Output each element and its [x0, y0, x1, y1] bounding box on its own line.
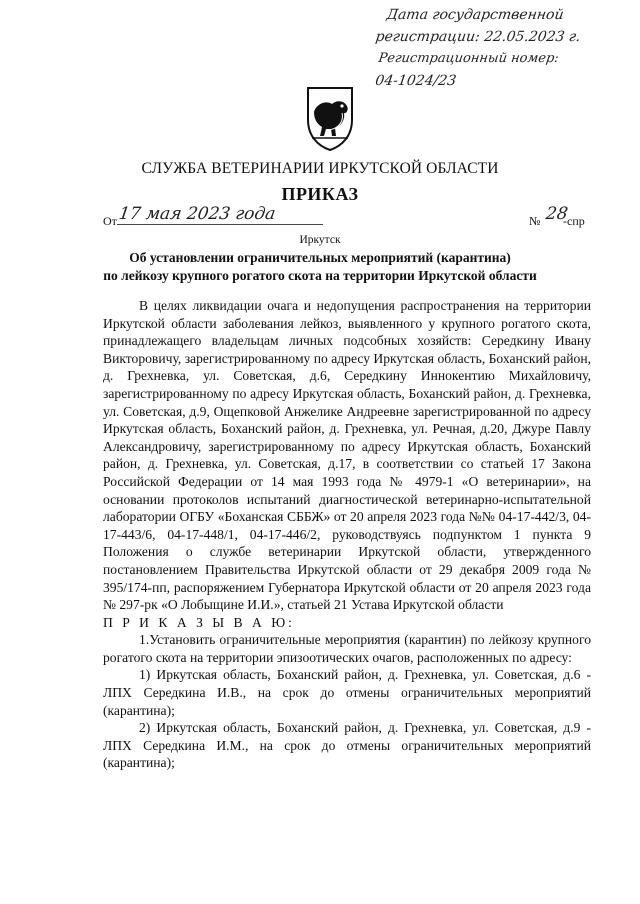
order-subject — [0, 249, 640, 285]
subject-line-1: Об установлении ограничительных мероприятий (карантина) — [129, 250, 511, 265]
service-name: СЛУЖБА ВЕТЕРИНАРИИ ИРКУТСКОЙ ОБЛАСТИ — [141, 160, 499, 177]
registration-handwritten-note — [366, 4, 640, 92]
date-number-line — [103, 204, 593, 230]
coat-of-arms-icon — [302, 86, 358, 152]
date-prefix: От — [103, 214, 117, 228]
order-number-handwritten: 28 — [544, 204, 570, 224]
registration-date-value: регистрации: 22.05.2023 г. — [374, 29, 582, 45]
order-subitem-1: 1) Иркутская область, Боханский район, д. Грехневка, ул. Советская, д.6 - ЛПХ Середкина И.В., на срок до отмены ограничительных мероприятий (карантина); — [103, 667, 591, 718]
order-subitem-2: 2) Иркутская область, Боханский район, д. Грехневка, ул. Советская, д.9 - ЛПХ Середкина И.М., на срок до отмены ограничительных мероприятий (карантина); — [103, 720, 591, 771]
date-underline — [117, 224, 323, 225]
order-item-1: 1.Установить ограничительные мероприятия (карантин) по лейкозу крупного рогатого скота на территории эпизоотических очагов, расположенных по адресу: — [103, 632, 591, 665]
document-title: ПРИКАЗ — [281, 184, 359, 204]
registration-number-value: 04-1024/23 — [374, 73, 458, 89]
order-body — [103, 297, 591, 772]
subject-line-2: по лейкозу крупного рогатого скота на территории Иркутской области — [103, 268, 537, 283]
registration-number-label: Регистрационный номер: — [377, 51, 560, 66]
order-date-handwritten: 17 мая 2023 года — [117, 204, 277, 224]
number-prefix: № — [529, 214, 541, 228]
city: Иркутск — [299, 234, 341, 246]
order-word: П Р И К А З Ы В А Ю: — [103, 614, 295, 630]
registration-date-label: Дата государственной — [385, 7, 565, 23]
preamble-paragraph: В целях ликвидации очага и недопущения распространения на территории Иркутской области заболевания лейкоз, выявленного у крупного рогатого скота, принадлежащего владельцам личных подсобных хозяйств: Середкину Ивану Викторовичу, зарегистрированному по адресу Иркутская область, Боханский район, д. Грехневка, ул. Советская, д.6, Середкину Иннокентию Михайловичу, зарегистрированному по адресу Иркутская область, Боханский район, д. Грехневка, ул. Советская, д.9, Ощепковой Анжелике Андреевне зарегистрированной по адресу Иркутская область, Боханский район, д. Грехневка, ул. Речная, д.20, Джуре Павлу Александровичу, зарегистрированному по адресу Иркутская область, Боханский район, д. Грехневка, ул. Советская, д.17, в соответствии со статьей 17 Закона Российской Федерации от 14 мая 1993 года № 4979-1 «О ветеринарии», на основании протоколов испытаний диагностической ветеринарно-испытательной лаборатории ОГБУ «Боханская СББЖ» от 20 апреля 2023 года №№ 04-17-442/3, 04-17-443/6, 04-17-448/1, 04-17-446/2, руководствуясь подпунктом 1 пункта 9 Положения о службе ветеринарии Иркутской области, утвержденного постановлением Правительства Иркутской области от 29 декабря 2009 года № 395/174-пп, распоряжением Губернатора Иркутской области от 20 апреля 2023 года № 297-рк «О Лобыщине И.И.», статьей 21 Устава Иркутской области — [103, 298, 591, 613]
number-suffix: -спр — [563, 214, 585, 228]
